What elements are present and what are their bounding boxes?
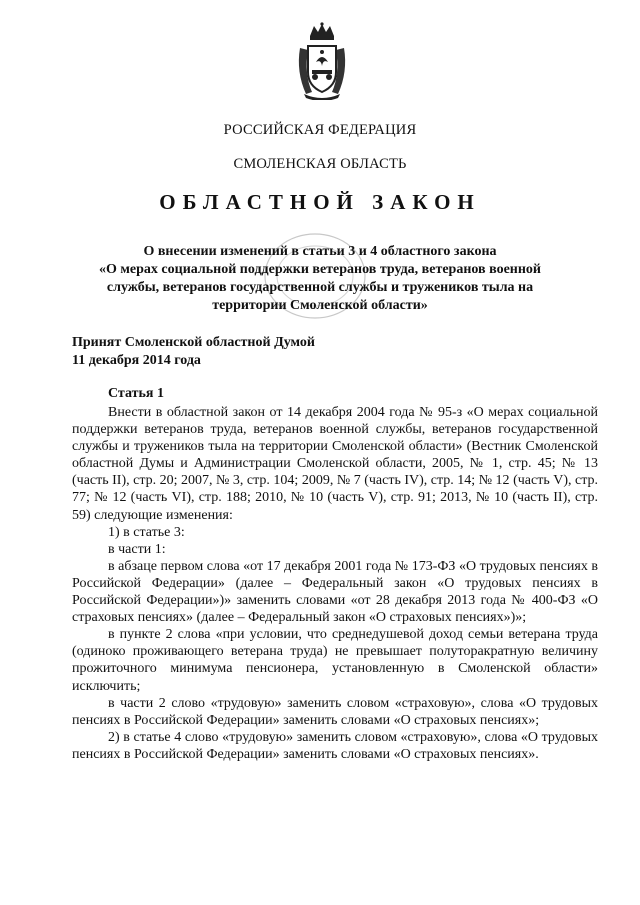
article-paragraph: в части 1:: [108, 541, 166, 557]
article-body: [72, 404, 598, 763]
subject-line: территории Смоленской области»: [212, 298, 428, 313]
adoption-info: [72, 334, 315, 370]
article-paragraph: в абзаце первом слова «от 17 декабря 2001 года № 173-ФЗ «О трудовых пенсиях в Российской Федерации» (далее – Федеральный закон «О трудовых пенсиях в Российской Федерации»)» заменить словами «от 28 декабря 2013 года № 400-ФЗ «О страховых пенсиях» (далее – Федеральный закон «О страховых пенсиях»)»;: [72, 558, 598, 626]
law-subject: [60, 243, 580, 315]
adopted-date: 11 декабря 2014 года: [72, 353, 201, 368]
article-paragraph: в части 2 слово «трудовую» заменить словом «страховую», слова «О трудовых пенсиях в Российской Федерации» заменить словами «О страховых пенсиях»;: [72, 695, 598, 728]
adopted-by: Принят Смоленской областной Думой: [72, 335, 315, 350]
region-name: СМОЛЕНСКАЯ ОБЛАСТЬ: [233, 156, 407, 172]
coat-of-arms-icon: [290, 22, 354, 100]
document-title: ОБЛАСТНОЙ ЗАКОН: [159, 190, 481, 214]
subject-line: О внесении изменений в статьи 3 и 4 областного закона: [143, 244, 497, 259]
article-paragraph: 2) в статье 4 слово «трудовую» заменить словом «страховую», слова «О трудовых пенсиях в Российской Федерации» заменить словами «О страховых пенсиях».: [72, 729, 598, 762]
subject-line: «О мерах социальной поддержки ветеранов труда, ветеранов военной: [99, 262, 541, 277]
article-paragraph: 1) в статье 3:: [108, 524, 185, 540]
article-paragraph: Внести в областной закон от 14 декабря 2004 года № 95-з «О мерах социальной поддержки ветеранов труда, ветеранов военной службы, ветеранов государственной службы и тружеников тыла на территории Смоленской области» (Вестник Смоленской областной Думы и Администрации Смоленской области, 2005, № 1, стр. 45; № 13 (часть II), стр. 20; 2007, № 3, стр. 104; 2009, № 7 (часть IV), стр. 14; № 12 (часть V), стр. 77; № 12 (часть VI), стр. 188; 2010, № 10 (часть V), стр. 91; 2013, № 10 (часть II), стр. 59) следующие изменения:: [72, 405, 598, 523]
country-name: РОССИЙСКАЯ ФЕДЕРАЦИЯ: [223, 122, 417, 138]
subject-line: службы, ветеранов государственной службы и тружеников тыла на: [106, 280, 534, 295]
article-heading: Статья 1: [108, 386, 164, 401]
article-paragraph: в пункте 2 слова «при условии, что среднедушевой доход семьи ветерана труда (одиноко проживающего ветерана труда) не превышает полуторакратную величину прожиточного минимума пенсионера, установленную в Смоленской области» исключить;: [72, 627, 598, 694]
